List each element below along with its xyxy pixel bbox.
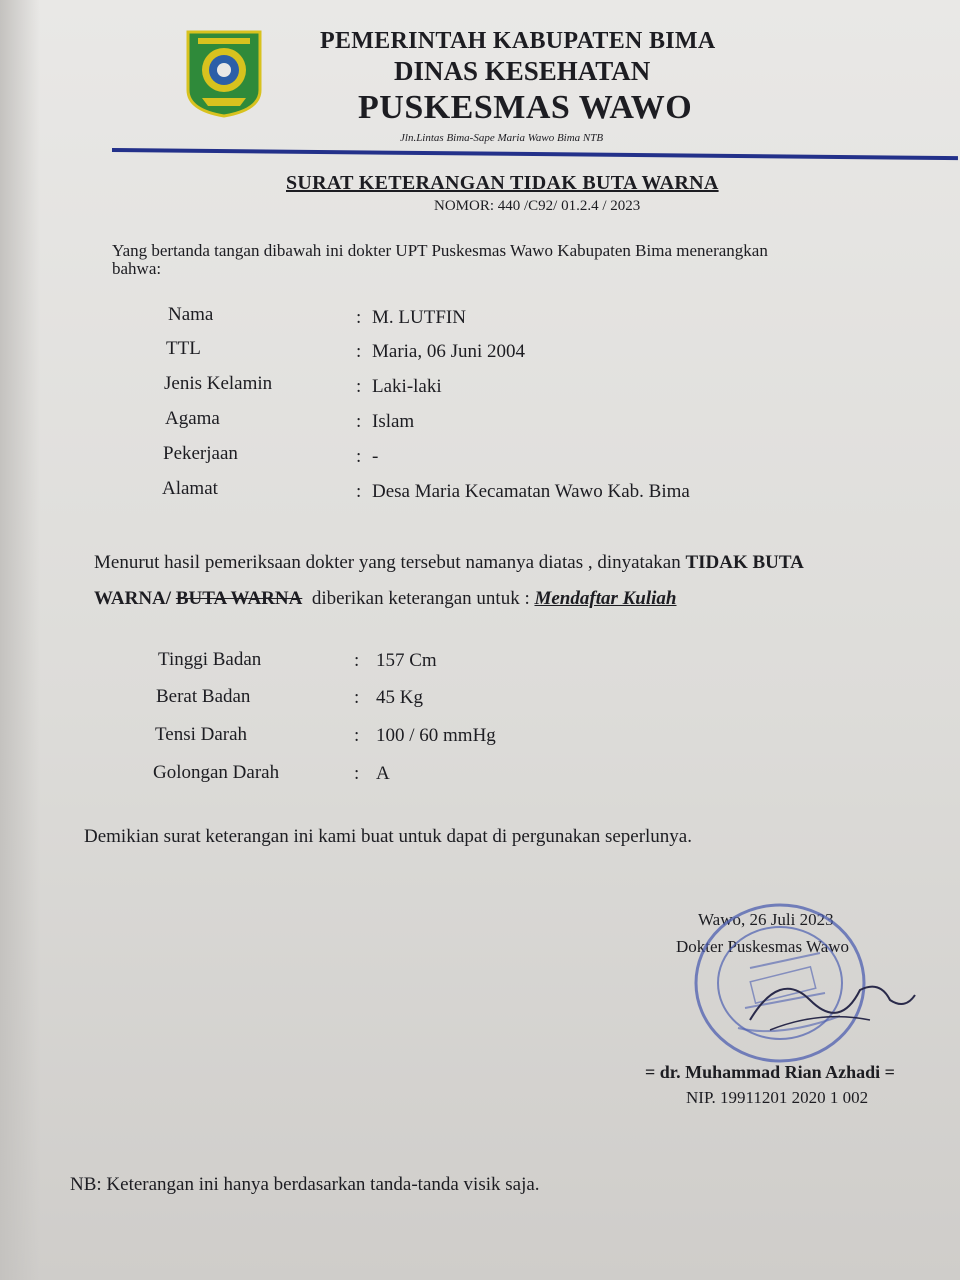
letterhead-address: Jln.Lintas Bima-Sape Maria Wawo Bima NTB (400, 132, 604, 144)
signature-role: Dokter Puskesmas Wawo (676, 937, 850, 956)
identity-colon: : (356, 446, 362, 467)
exam-value: A (376, 763, 390, 784)
struck-option: BUTA WARNA (175, 588, 303, 609)
result-verdict: TIDAK BUTA (685, 552, 804, 573)
identity-label: Pekerjaan (163, 443, 238, 464)
exam-label: Berat Badan (156, 686, 251, 707)
letter-title: SURAT KETERANGAN TIDAK BUTA WARNA (286, 172, 719, 194)
letterhead-department: DINAS KESEHATAN (394, 56, 651, 86)
exam-label: Tinggi Badan (158, 649, 262, 670)
exam-label: Tensi Darah (155, 724, 248, 745)
result-text: Menurut hasil pemeriksaan dokter yang tersebut namanya diatas , dinyatakan (94, 552, 686, 573)
signatory-name: = dr. Muhammad Rian Azhadi = (645, 1062, 895, 1082)
identity-label: Alamat (162, 478, 218, 499)
intro-line-1: Yang bertanda tangan dibawah ini dokter UPT Puskesmas Wawo Kabupaten Bima menerangkan (112, 241, 768, 260)
identity-colon: : (356, 341, 362, 362)
result-line-2 (94, 588, 677, 610)
exam-colon: : (354, 725, 360, 746)
footnote: NB: Keterangan ini hanya berdasarkan tanda-tanda visik saja. (70, 1174, 540, 1195)
identity-value: Islam (372, 411, 415, 432)
identity-label: Agama (165, 408, 220, 429)
purpose-lead: diberikan keterangan untuk : (302, 588, 535, 609)
letterhead-institution: PUSKESMAS WAWO (358, 89, 693, 126)
exam-value: 157 Cm (376, 650, 437, 671)
exam-value: 45 Kg (376, 687, 423, 708)
identity-value: Desa Maria Kecamatan Wawo Kab. Bima (372, 481, 690, 502)
exam-label: Golongan Darah (153, 762, 280, 783)
handwritten-signature (740, 960, 920, 1050)
regency-emblem-logo (184, 28, 264, 118)
identity-colon: : (356, 307, 362, 328)
signatory-nip: NIP. 19911201 2020 1 002 (686, 1088, 869, 1107)
signature-place-date: Wawo, 26 Juli 2023 (698, 910, 834, 929)
identity-label: TTL (166, 338, 201, 359)
identity-value: Laki-laki (372, 376, 442, 397)
closing-statement: Demikian surat keterangan ini kami buat untuk dapat di pergunakan seperlunya. (84, 826, 692, 847)
identity-label: Nama (168, 304, 214, 325)
exam-colon: : (354, 763, 360, 784)
result-line-1 (94, 552, 804, 574)
letterhead-government: PEMERINTAH KABUPATEN BIMA (320, 28, 716, 54)
exam-colon: : (354, 650, 360, 671)
identity-value: Maria, 06 Juni 2004 (372, 341, 526, 362)
paper-shadow (0, 0, 40, 1280)
result-verdict-continued: WARNA/ (94, 588, 176, 609)
identity-value: - (372, 446, 379, 467)
intro-line-2: bahwa: (112, 259, 162, 278)
exam-colon: : (354, 687, 360, 708)
identity-colon: : (356, 376, 362, 397)
letter-number: NOMOR: 440 /C92/ 01.2.4 / 2023 (434, 198, 641, 214)
purpose-value: Mendaftar Kuliah (534, 588, 677, 609)
identity-value: M. LUTFIN (372, 307, 466, 328)
identity-colon: : (356, 411, 362, 432)
exam-value: 100 / 60 mmHg (376, 725, 496, 746)
identity-colon: : (356, 481, 362, 502)
identity-label: Jenis Kelamin (164, 373, 273, 394)
